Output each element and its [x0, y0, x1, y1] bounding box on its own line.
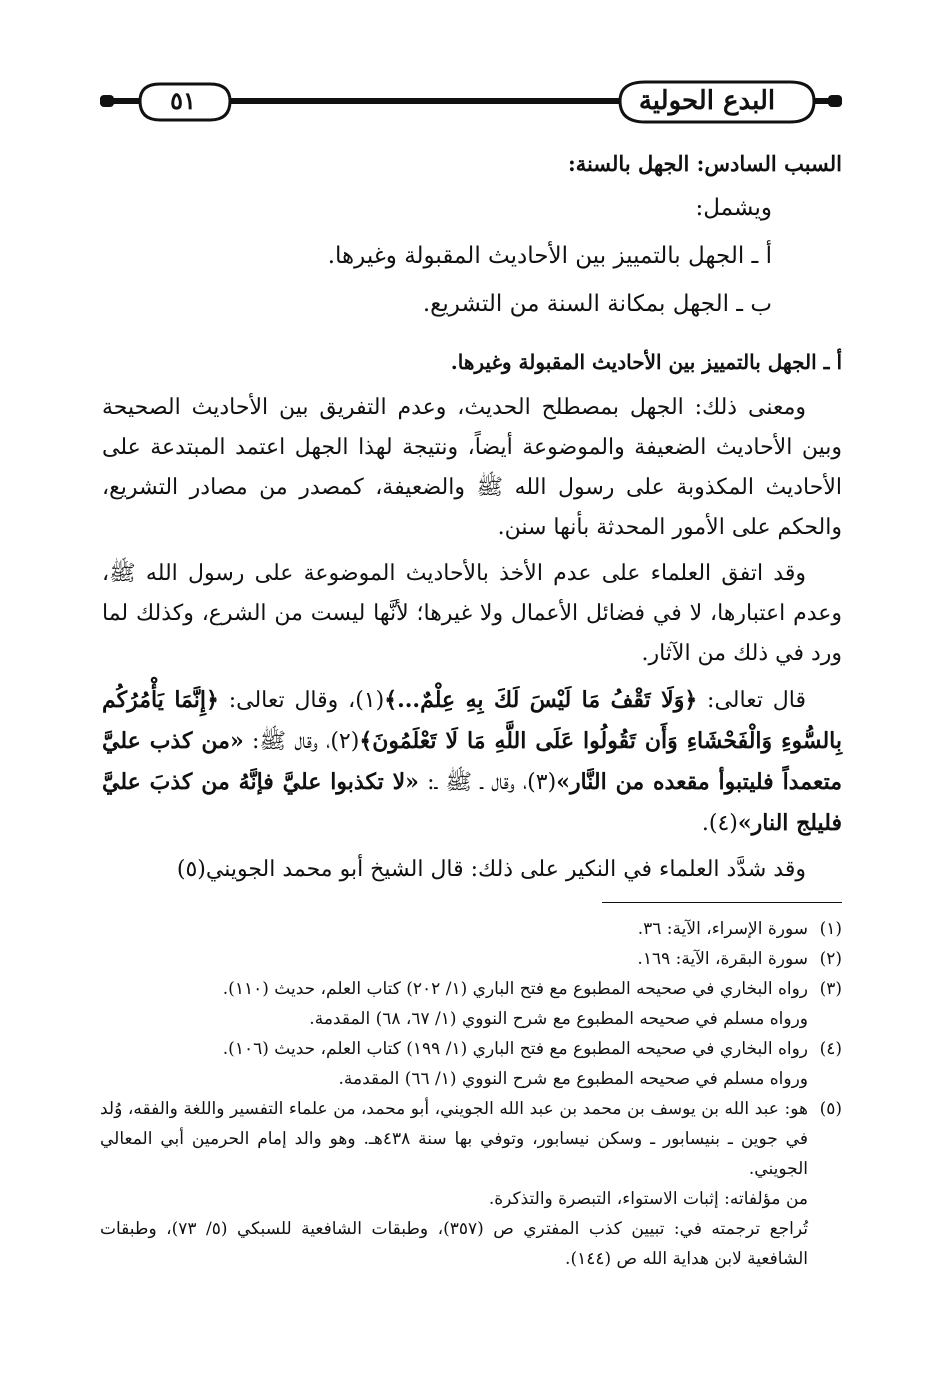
footnote-text: رواه البخاري في صحيحه المطبوع مع فتح الباري (١/ ٢٠٢) كتاب العلم، حديث (١١٠).: [222, 979, 808, 999]
quran-verse: ﴿وَلَا تَقْفُ مَا لَيْسَ لَكَ بِهِ عِلْمٌ...﴾: [384, 687, 698, 713]
subsection-heading: أ ـ الجهل بالتمييز بين الأحاديث المقبولة وغيرها.: [450, 350, 842, 374]
footnote-text: رواه البخاري في صحيحه المطبوع مع فتح الباري (١/ ١٩٩) كتاب العلم، حديث (١٠٦).: [222, 1039, 808, 1059]
footnote: [100, 914, 842, 944]
footnote-text: تُراجع ترجمته في: تبيين كذب المفتري ص (٣٥٧)، وطبقات الشافعية للسبكي (٥/ ٧٣)، وطبقات الشافعية لابن هداية الله ص (١٤٤).: [100, 1219, 808, 1269]
footnote-separator: [602, 902, 842, 903]
footnote-text: سورة الإسراء، الآية: ٣٦.: [637, 919, 808, 939]
footnotes: [100, 914, 842, 1274]
paragraph-evidence: قال تعالى: ﴿وَلَا تَقْفُ مَا لَيْسَ لَكَ بِهِ عِلْمٌ...﴾(١)، وقال تعالى: ﴿إِنَّمَا يَأْمُرُكُم بِالسُّوءِ وَالْفَحْشَاءِ وَأَن تَقُولُوا عَلَى اللَّهِ مَا لَا تَعْلَمُونَ﴾(٢)، وقال ﷺ: «من كذب عليَّ متعمداً فليتبوأ مقعده من النَّار»(٣)، وقال ـ ﷺ ـ: «لا تكذبوا عليَّ فإنَّهُ من كذبَ عليَّ فليلج النار»(٤).: [102, 687, 842, 836]
running-title: البدع الحولية: [638, 86, 776, 116]
footnote: [100, 944, 842, 974]
list-item: ب ـ الجهل بمكانة السنة من التشريع.: [422, 291, 772, 317]
section-intro: ويشمل:: [695, 195, 772, 221]
footnote: [100, 1034, 842, 1094]
main-content: [102, 144, 842, 890]
page-header: [100, 78, 842, 128]
footnote: [100, 974, 842, 1034]
footnote-text: سورة البقرة، الآية: ١٦٩.: [637, 949, 808, 969]
footnote-number: (٤): [819, 1039, 842, 1059]
hadith-text: «لا تكذبوا عليَّ فإنَّهُ من كذبَ عليَّ فليلج النار»: [102, 769, 842, 836]
footnote-text: ورواه مسلم في صحيحه المطبوع مع شرح النووي (١/ ٦٧، ٦٨) المقدمة.: [309, 1009, 808, 1029]
list-item: أ ـ الجهل بالتمييز بين الأحاديث المقبولة وغيرها.: [327, 243, 772, 269]
quran-verse: ﴿إِنَّمَا يَأْمُرُكُم بِالسُّوءِ وَالْفَحْشَاءِ وَأَن تَقُولُوا عَلَى اللَّهِ مَا لَا تَعْلَمُونَ﴾: [102, 687, 842, 754]
footnote-number: (٥): [819, 1099, 842, 1119]
footnote-number: (٢): [819, 949, 842, 969]
footnote-text: ورواه مسلم في صحيحه المطبوع مع شرح النووي (١/ ٦٦) المقدمة.: [338, 1069, 808, 1089]
section-heading: السبب السادس: الجهل بالسنة:: [567, 151, 842, 176]
footnote-number: (١): [819, 919, 842, 939]
hadith-text: «من كذب عليَّ متعمداً فليتبوأ مقعده من النَّار»: [102, 728, 842, 795]
footnote: [100, 1094, 842, 1274]
footnote-text: من مؤلفاته: إثبات الاستواء، التبصرة والتذكرة.: [488, 1189, 808, 1209]
paragraph-juwaini: وقد شدَّد العلماء في النكير على ذلك: قال الشيخ أبو محمد الجويني(٥): [176, 857, 806, 882]
paragraph-meaning: ومعنى ذلك: الجهل بمصطلح الحديث، وعدم التفريق بين الأحاديث الصحيحة وبين الأحاديث الضعيفة والموضوعة أيضاً، ونتيجة لهذا الجهل اعتمد المبتدعة على الأحاديث المكذوبة على رسول الله ﷺ والضعيفة، كمصدر من مصادر التشريع، والحكم على الأمور المحدثة بأنها سنن.: [102, 395, 843, 540]
paragraph-consensus: وقد اتفق العلماء على عدم الأخذ بالأحاديث الموضوعة على رسول الله ﷺ، وعدم اعتبارها، لا في فضائل الأعمال ولا غيرها؛ لأنَّها ليست من الشرع، وكذلك لما ورد في ذلك من الآثار.: [102, 561, 842, 666]
footnote-text: هو: عبد الله بن يوسف بن محمد بن عبد الله الجويني، أبو محمد، من علماء التفسير واللغة والفقه، وُلد في جوين ـ بنيسابور ـ وسكن نيسابور، وتوفي بها سنة ٤٣٨هـ. وهو والد إمام الحرمين أبي المعالي الجويني.: [100, 1099, 808, 1179]
page-number: ٥١: [170, 86, 196, 115]
footnote-number: (٣): [819, 979, 842, 999]
